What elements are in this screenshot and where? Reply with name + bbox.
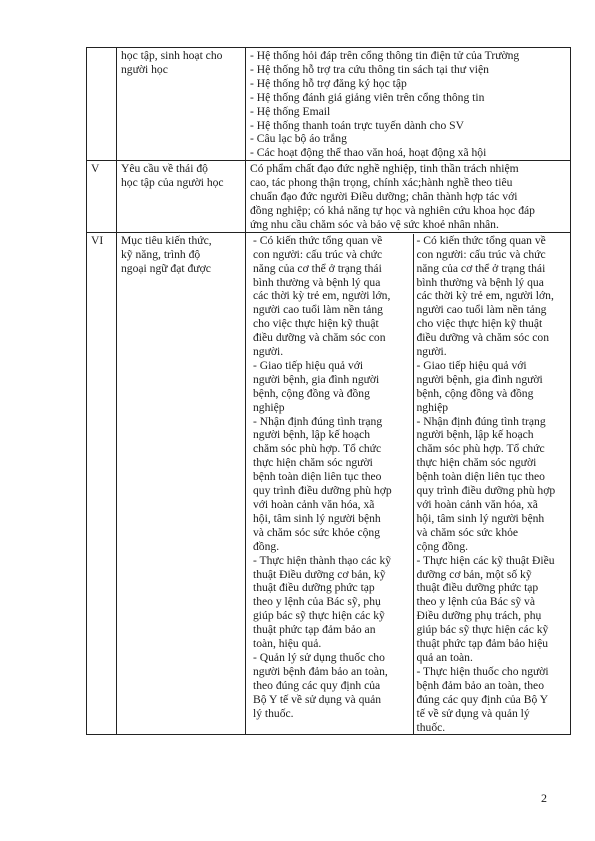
label-line: Yêu cầu về thái độ <box>121 162 208 176</box>
content-line: người. <box>253 345 284 359</box>
content-line: bệnh toàn diện liên tục theo <box>253 470 382 484</box>
content-line: với hoàn cảnh văn hóa, xã <box>253 498 375 511</box>
content-line: người cao tuổi làm nền tảng <box>416 303 547 317</box>
content-line: người cao tuổi làm nền tảng <box>253 303 383 317</box>
content-line: - Thực hiện các kỹ thuật Điều <box>416 553 555 567</box>
content-line: người bệnh, gia đình người <box>253 372 380 386</box>
content-line: - Hệ thống thanh toán trực tuyến dành cho SV <box>250 118 464 132</box>
label-line: Mục tiêu kiến thức, <box>121 233 212 247</box>
content-line: thuật Điều dưỡng cơ bản, kỹ <box>253 567 386 581</box>
content-line: Bộ Y tế về sử dụng và quản <box>253 692 382 706</box>
content-line: - Có kiến thức tổng quan về <box>416 233 546 247</box>
content-line: bệnh, cộng đồng và đồng <box>416 386 534 400</box>
content-line: - Các hoạt động thể thao văn hoá, hoạt động xã hội <box>250 146 487 160</box>
content-line: cao, tác phong thận trọng, chính xác;hành nghề theo tiêu <box>250 176 513 190</box>
content-line: người. <box>416 345 447 359</box>
content-line: - Quản lý sử dụng thuốc cho <box>253 650 385 664</box>
content-line: thuật phức tạp đảm bảo hiệu <box>416 637 549 651</box>
table-row-vi <box>87 232 571 735</box>
content-line: với hoàn cảnh văn hóa, xã <box>416 498 538 511</box>
content-line: bệnh đảm bảo an toàn, theo <box>416 678 544 692</box>
content-line: quy trình điều dưỡng phù hợp <box>416 484 556 498</box>
row-label <box>117 48 246 161</box>
label-line: kỹ năng, trình độ <box>121 247 201 261</box>
content-line: - Hệ thống hỏi đáp trên cổng thông tin điện tử của Trường <box>250 49 520 62</box>
row-number <box>87 48 117 161</box>
content-line: hội, tâm sinh lý người bệnh <box>416 511 545 525</box>
content-line: đồng. <box>253 539 280 553</box>
objectives-right-column <box>413 234 575 735</box>
content-line: người bệnh, lập kế hoạch <box>253 428 371 442</box>
content-line: - Nhận định đúng tình trạng <box>253 414 383 428</box>
content-line: giúp bác sỹ thực hiện các kỹ <box>416 623 549 637</box>
content-line: thuật điều dưỡng phức tạp <box>253 581 375 595</box>
content-line: theo đúng các quy định của <box>253 678 381 692</box>
content-line: - Thực hiện thành thạo các kỹ <box>253 553 392 567</box>
content-line: ứng nhu cầu chăm sóc và bảo vệ sức khoẻ nhân nhân. <box>250 217 499 231</box>
objectives-subtable <box>250 234 575 735</box>
content-line: - Hệ thống đánh giá giảng viên trên cổng thông tin <box>250 90 485 104</box>
content-line: chăm sóc phù hợp. Tổ chức <box>416 442 545 456</box>
content-line: quy trình điều dưỡng phù hợp <box>253 484 392 498</box>
row-label <box>117 161 246 233</box>
content-line: quả an toàn. <box>416 650 473 664</box>
content-line: - Giao tiếp hiệu quả với <box>253 358 364 372</box>
content-line: thuật phức tạp đảm bảo an <box>253 623 376 637</box>
content-line: tế về sử dụng và quản lý <box>416 706 530 720</box>
content-line: chuẩn đạo đức người Điều dưỡng; chân thành hợp tác với <box>250 190 518 204</box>
content-line: lý thuốc. <box>253 706 294 720</box>
content-line: - Hệ thống Email <box>250 104 331 118</box>
content-line: các thời kỳ trẻ em, người lớn, <box>416 289 554 303</box>
content-line: năng của cơ thể ở trạng thái <box>416 261 546 275</box>
program-table <box>86 47 571 735</box>
label-line: ngoại ngữ đạt được <box>121 261 211 275</box>
content-line: chăm sóc phù hợp. Tổ chức <box>253 442 382 456</box>
content-line: giúp bác sỹ thực hiện các kỹ <box>253 609 385 623</box>
page-number: 2 <box>541 791 547 805</box>
row-content <box>246 48 571 161</box>
row-number: V <box>87 161 117 233</box>
content-line: cộng đồng. <box>416 539 469 553</box>
content-line: hội, tâm sinh lý người bệnh <box>253 511 381 525</box>
content-line: thực hiện chăm sóc người <box>253 456 373 470</box>
content-line: đúng các quy định của Bộ Y <box>416 692 549 706</box>
table-row-v <box>87 161 571 233</box>
content-line: bình thường và bệnh lý qua <box>253 275 381 289</box>
content-line: - Nhận định đúng tình trạng <box>416 414 546 428</box>
label-line: học tập của người học <box>121 176 224 190</box>
content-line: thuật điều dưỡng phức tạp <box>416 581 539 595</box>
content-line: bình thường và bệnh lý qua <box>416 275 544 289</box>
row-label <box>117 232 246 735</box>
label-line: học tập, sinh hoạt cho <box>121 49 223 62</box>
content-line: theo y lệnh của Bác sỹ và <box>416 595 535 609</box>
content-line: - Có kiến thức tổng quan về <box>253 233 383 247</box>
content-line: đồng nghiệp; có khả năng tự học và nghiên cứu khoa học đáp <box>250 203 535 217</box>
content-line: nghiệp <box>253 400 285 414</box>
content-line: Có phẩm chất đạo đức nghề nghiệp, tinh thần trách nhiệm <box>250 162 519 176</box>
content-line: và chăm sóc sức khỏe <box>416 525 519 539</box>
content-line: cho việc thực hiện kỹ thuật <box>253 317 379 331</box>
content-line: điều dưỡng và chăm sóc con <box>416 331 550 345</box>
content-line: con người: cấu trúc và chức <box>416 247 546 261</box>
content-line: - Giao tiếp hiệu quả với <box>416 358 527 372</box>
content-line: nghiệp <box>416 400 449 414</box>
content-line: thuốc. <box>416 720 446 734</box>
content-line: - Thực hiện thuốc cho người <box>416 664 549 678</box>
content-line: bệnh, cộng đồng và đồng <box>253 386 370 400</box>
content-line: điều dưỡng và chăm sóc con <box>253 331 386 345</box>
content-line: cho việc thực hiện kỹ thuật <box>416 317 543 331</box>
content-line: và chăm sóc sức khỏe cộng <box>253 525 381 539</box>
content-line: thực hiện chăm sóc người <box>416 456 537 470</box>
row-content <box>246 232 571 735</box>
content-line: toàn, hiệu quả. <box>253 637 322 651</box>
content-line: - Hệ thống hỗ trợ đăng ký học tập <box>250 76 407 90</box>
table-row-continued <box>87 48 571 161</box>
content-line: Điều dưỡng phụ trách, phụ <box>416 609 542 623</box>
label-line: người học <box>121 62 168 76</box>
content-line: theo y lệnh của Bác sỹ, phụ <box>253 595 381 609</box>
objectives-left-column <box>250 234 413 735</box>
content-line: bệnh toàn diện liên tục theo <box>416 470 545 484</box>
row-number: VI <box>87 232 117 735</box>
content-line: - Câu lạc bộ áo trắng <box>250 132 347 146</box>
content-line: dưỡng cơ bản, một số kỹ <box>416 567 532 581</box>
content-line: - Hệ thống hỗ trợ tra cứu thông tin sách tại thư viện <box>250 62 489 76</box>
content-line: năng của cơ thể ở trạng thái <box>253 261 382 275</box>
content-line: các thời kỳ trẻ em, người lớn, <box>253 289 391 303</box>
content-line: con người: cấu trúc và chức <box>253 247 383 261</box>
row-content <box>246 161 571 233</box>
content-line: người bệnh đảm bảo an toàn, <box>253 664 388 678</box>
content-line: người bệnh, lập kế hoạch <box>416 428 534 442</box>
content-line: người bệnh, gia đình người <box>416 372 543 386</box>
